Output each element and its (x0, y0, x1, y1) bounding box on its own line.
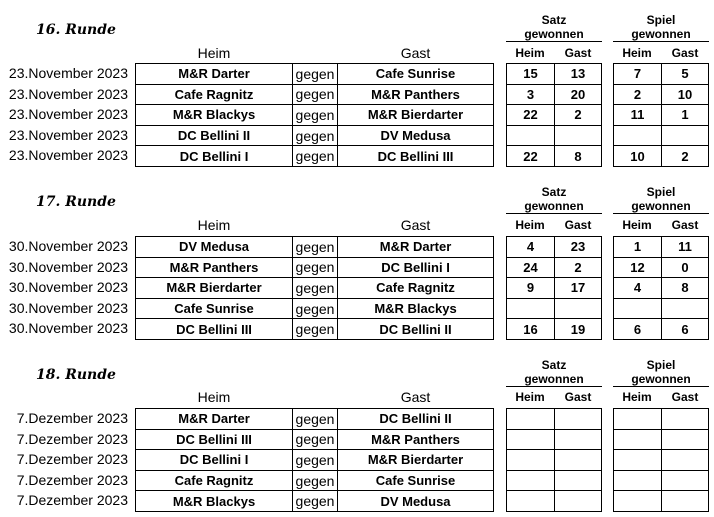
guest-team-cell: M&R Blackys (337, 298, 494, 320)
gast-column-header: Gast (400, 217, 431, 233)
satz-gast-cell (554, 298, 602, 320)
spiel-heim-header: Heim (622, 218, 652, 232)
satz-gast-cell (554, 449, 602, 471)
spiel-gast-cell (661, 470, 709, 492)
home-team-cell: Cafe Sunrise (135, 298, 293, 320)
home-team-cell: M&R Panthers (135, 257, 293, 279)
gegen-label: gegen (293, 429, 337, 451)
gegen-label: gegen (293, 257, 337, 279)
gegen-label: gegen (293, 125, 337, 147)
guest-team-cell: DC Bellini III (337, 145, 494, 167)
match-date: 30.November 2023 (8, 320, 128, 337)
gegen-label: gegen (293, 236, 337, 258)
home-team-cell: DV Medusa (135, 236, 293, 258)
spiel-gast-cell: 1 (661, 104, 709, 126)
satz-heim-cell (506, 298, 555, 320)
guest-team-cell: DC Bellini II (337, 408, 494, 430)
spiel-gast-cell (661, 125, 709, 147)
spiel-gast-cell (661, 408, 709, 430)
group-underline (506, 41, 602, 42)
satz-gast-cell: 13 (554, 63, 602, 85)
gegen-label: gegen (293, 298, 337, 320)
spiel-gast-header: Gast (671, 390, 699, 404)
satz-heim-cell: 9 (506, 277, 555, 299)
home-team-cell: Cafe Ragnitz (135, 84, 293, 106)
satz-heim-cell: 3 (506, 84, 555, 106)
gewonnen-label: gewonnen (524, 372, 584, 386)
guest-team-cell: M&R Bierdarter (337, 104, 494, 126)
guest-team-cell: M&R Panthers (337, 429, 494, 451)
spiel-heim-cell: 10 (613, 145, 662, 167)
satz-heim-cell (506, 490, 555, 512)
home-team-cell: DC Bellini III (135, 318, 293, 340)
spiel-group-header (613, 185, 709, 213)
spiel-heim-cell: 7 (613, 63, 662, 85)
round-title: 17. Runde (36, 194, 116, 210)
spiel-label: Spiel (646, 13, 676, 27)
round-title: 16. Runde (36, 22, 116, 38)
gegen-label: gegen (293, 470, 337, 492)
satz-heim-cell (506, 408, 555, 430)
match-date: 7.Dezember 2023 (16, 471, 128, 488)
spiel-gast-cell: 10 (661, 84, 709, 106)
spiel-heim-cell: 12 (613, 257, 662, 279)
home-team-cell: DC Bellini III (135, 429, 293, 451)
gegen-label: gegen (293, 145, 337, 167)
satz-gast-cell (554, 470, 602, 492)
home-team-cell: DC Bellini I (135, 449, 293, 471)
home-team-cell: M&R Blackys (135, 104, 293, 126)
home-team-cell: Cafe Ragnitz (135, 470, 293, 492)
satz-heim-cell: 22 (506, 104, 555, 126)
guest-team-cell: DC Bellini II (337, 318, 494, 340)
satz-label: Satz (541, 13, 567, 27)
match-date: 7.Dezember 2023 (16, 410, 128, 426)
spiel-gast-cell: 11 (661, 236, 709, 258)
match-date: 30.November 2023 (8, 258, 128, 275)
gegen-label: gegen (293, 449, 337, 471)
home-team-cell: DC Bellini II (135, 125, 293, 147)
spiel-heim-cell: 6 (613, 318, 662, 340)
satz-heim-cell (506, 429, 555, 451)
spiel-gast-cell: 8 (661, 277, 709, 299)
spiel-heim-cell: 4 (613, 277, 662, 299)
gewonnen-label: gewonnen (631, 27, 691, 41)
satz-heim-cell: 22 (506, 145, 555, 167)
satz-gast-cell: 2 (554, 257, 602, 279)
match-date: 7.Dezember 2023 (16, 492, 128, 509)
gegen-label: gegen (293, 277, 337, 299)
gewonnen-label: gewonnen (524, 199, 584, 213)
match-date: 23.November 2023 (8, 85, 128, 102)
spiel-heim-cell (613, 298, 662, 320)
satz-heim-cell: 15 (506, 63, 555, 85)
guest-team-cell: M&R Bierdarter (337, 449, 494, 471)
spiel-heim-cell (613, 125, 662, 147)
gegen-label: gegen (293, 408, 337, 430)
group-underline (613, 386, 709, 387)
guest-team-cell: DV Medusa (337, 490, 494, 512)
match-date: 7.Dezember 2023 (16, 430, 128, 447)
spiel-label: Spiel (646, 358, 676, 372)
spiel-gast-cell: 5 (661, 63, 709, 85)
group-underline (613, 41, 709, 42)
spiel-heim-header: Heim (622, 46, 652, 60)
spiel-group-header (613, 13, 709, 41)
satz-heim-cell: 4 (506, 236, 555, 258)
satz-gast-cell: 8 (554, 145, 602, 167)
spiel-gast-cell (661, 298, 709, 320)
heim-column-header: Heim (197, 389, 231, 405)
gewonnen-label: gewonnen (631, 199, 691, 213)
match-date: 30.November 2023 (8, 299, 128, 316)
spiel-heim-cell (613, 429, 662, 451)
spiel-gast-header: Gast (671, 218, 699, 232)
gegen-label: gegen (293, 84, 337, 106)
match-date: 30.November 2023 (8, 279, 128, 296)
spiel-heim-cell (613, 490, 662, 512)
gegen-label: gegen (293, 490, 337, 512)
satz-gast-header: Gast (564, 46, 592, 60)
satz-heim-cell (506, 449, 555, 471)
satz-gast-cell (554, 125, 602, 147)
home-team-cell: M&R Darter (135, 63, 293, 85)
match-date: 30.November 2023 (8, 238, 128, 254)
spiel-label: Spiel (646, 185, 676, 199)
satz-gast-cell: 20 (554, 84, 602, 106)
satz-heim-cell: 16 (506, 318, 555, 340)
heim-column-header: Heim (197, 217, 231, 233)
home-team-cell: M&R Darter (135, 408, 293, 430)
satz-heim-cell (506, 470, 555, 492)
spiel-heim-cell (613, 408, 662, 430)
satz-gast-header: Gast (564, 390, 592, 404)
gegen-label: gegen (293, 104, 337, 126)
satz-heim-header: Heim (515, 390, 545, 404)
spiel-gast-cell (661, 429, 709, 451)
guest-team-cell: M&R Darter (337, 236, 494, 258)
spiel-heim-cell (613, 470, 662, 492)
spiel-heim-cell: 11 (613, 104, 662, 126)
spiel-heim-cell (613, 449, 662, 471)
satz-heim-cell: 24 (506, 257, 555, 279)
spiel-heim-cell: 2 (613, 84, 662, 106)
satz-heim-header: Heim (515, 218, 545, 232)
match-date: 23.November 2023 (8, 106, 128, 123)
satz-label: Satz (541, 185, 567, 199)
gast-column-header: Gast (400, 389, 431, 405)
spiel-gast-cell (661, 490, 709, 512)
guest-team-cell: M&R Panthers (337, 84, 494, 106)
heim-column-header: Heim (197, 45, 231, 61)
group-underline (506, 386, 602, 387)
spiel-gast-cell (661, 449, 709, 471)
spiel-gast-header: Gast (671, 46, 699, 60)
home-team-cell: DC Bellini I (135, 145, 293, 167)
guest-team-cell: Cafe Sunrise (337, 63, 494, 85)
satz-gast-cell (554, 429, 602, 451)
group-underline (613, 213, 709, 214)
spiel-heim-header: Heim (622, 390, 652, 404)
satz-group-header (506, 185, 602, 213)
satz-heim-cell (506, 125, 555, 147)
guest-team-cell: DV Medusa (337, 125, 494, 147)
gewonnen-label: gewonnen (631, 372, 691, 386)
match-date: 23.November 2023 (8, 147, 128, 164)
gegen-label: gegen (293, 63, 337, 85)
match-date: 23.November 2023 (8, 65, 128, 81)
group-underline (506, 213, 602, 214)
gast-column-header: Gast (400, 45, 431, 61)
guest-team-cell: DC Bellini I (337, 257, 494, 279)
satz-heim-header: Heim (515, 46, 545, 60)
guest-team-cell: Cafe Ragnitz (337, 277, 494, 299)
round-title: 18. Runde (36, 367, 116, 383)
spiel-gast-cell: 0 (661, 257, 709, 279)
satz-gast-cell: 17 (554, 277, 602, 299)
satz-gast-cell: 23 (554, 236, 602, 258)
home-team-cell: M&R Bierdarter (135, 277, 293, 299)
satz-gast-cell (554, 490, 602, 512)
satz-gast-cell (554, 408, 602, 430)
spiel-gast-cell: 6 (661, 318, 709, 340)
gewonnen-label: gewonnen (524, 27, 584, 41)
match-date: 7.Dezember 2023 (16, 451, 128, 468)
gegen-label: gegen (293, 318, 337, 340)
home-team-cell: M&R Blackys (135, 490, 293, 512)
guest-team-cell: Cafe Sunrise (337, 470, 494, 492)
spiel-gast-cell: 2 (661, 145, 709, 167)
satz-gast-cell: 19 (554, 318, 602, 340)
satz-group-header (506, 358, 602, 386)
spiel-heim-cell: 1 (613, 236, 662, 258)
spiel-group-header (613, 358, 709, 386)
satz-label: Satz (541, 358, 567, 372)
satz-group-header (506, 13, 602, 41)
satz-gast-cell: 2 (554, 104, 602, 126)
match-date: 23.November 2023 (8, 126, 128, 143)
satz-gast-header: Gast (564, 218, 592, 232)
